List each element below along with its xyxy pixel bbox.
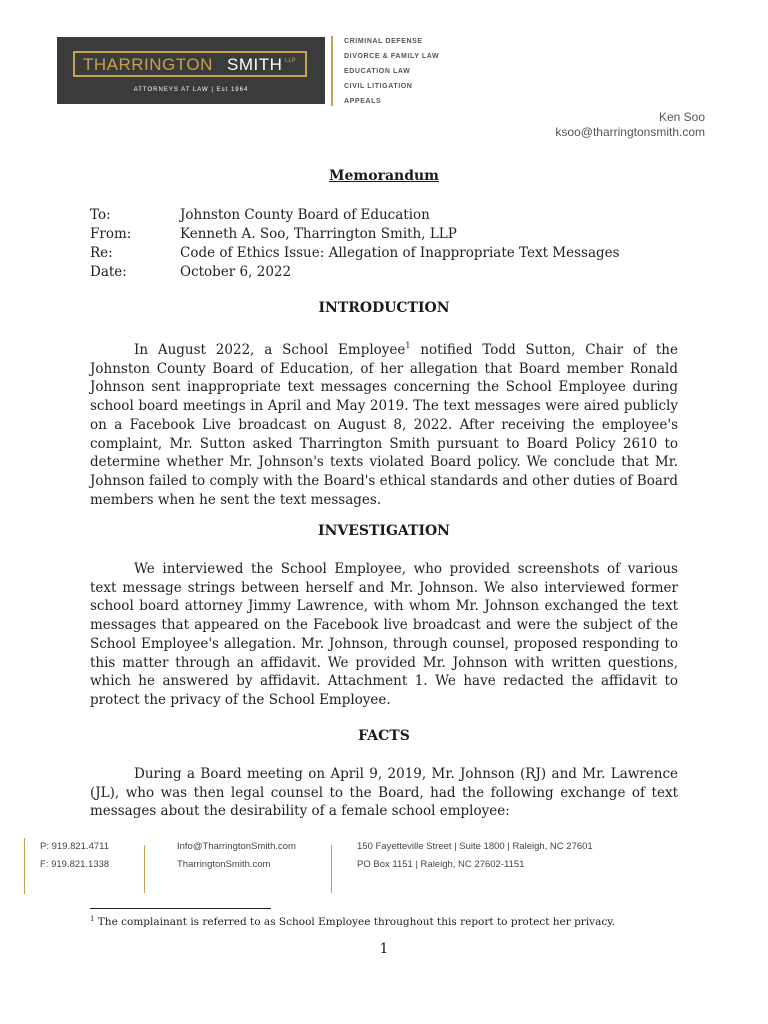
re-label: Re: — [90, 245, 113, 261]
practice-area: APPEALS — [344, 98, 382, 105]
page-number: 1 — [379, 941, 389, 957]
practice-area: DIVORCE & FAMILY LAW — [344, 53, 440, 60]
practice-area: CRIMINAL DEFENSE — [344, 38, 423, 45]
letterhead-divider — [331, 36, 333, 106]
practice-area: EDUCATION LAW — [344, 68, 411, 75]
footer-phone: P: 919.821.4711 — [40, 841, 110, 852]
logo-suffix: LLP — [285, 58, 296, 64]
footer-website[interactable]: TharringtonSmith.com — [177, 859, 271, 870]
footer-divider — [144, 845, 145, 893]
practice-area: CIVIL LITIGATION — [344, 83, 413, 90]
footnote-text: The complainant is referred to as School Employee throughout this report to protect her privacy. — [94, 916, 616, 928]
to-value: Johnston County Board of Education — [180, 207, 430, 223]
footer-email[interactable]: Info@TharringtonSmith.com — [177, 841, 296, 852]
from-value: Kenneth A. Soo, Tharrington Smith, LLP — [180, 226, 457, 242]
footnote-number: 1 — [90, 915, 95, 923]
logo-tagline: ATTORNEYS AT LAW | Est 1964 — [133, 87, 249, 93]
footer-divider — [331, 845, 332, 893]
intro-text-after-note: notified Todd Sutton, Chair of the Johnston County Board of Education, of her allegation that Board member Ronald Johnson sent inappropriate text messages concerning the School Employee during school board meetings in April and May 2019. The text messages were aired publicly on a Facebook Live broadcast on August 8, 2022. After receiving the employee's complaint, Mr. Sutton asked Tharrington Smith pursuant to Board Policy 2610 to determine whether Mr. Johnson's texts violated Board policy. We conclude that Mr. Johnson failed to comply with the Board's ethical standards and other duties of Board members when he sent the text messages. — [90, 342, 678, 508]
memo-title: Memorandum — [329, 168, 439, 184]
from-label: From: — [90, 226, 132, 242]
footer-po-box: PO Box 1151 | Raleigh, NC 27602-1151 — [357, 859, 525, 870]
date-value: October 6, 2022 — [180, 264, 292, 280]
footnote — [90, 915, 615, 928]
footer-address: 150 Fayetteville Street | Suite 1800 | Raleigh, NC 27601 — [357, 841, 593, 852]
introduction-heading: INTRODUCTION — [318, 300, 450, 316]
re-value: Code of Ethics Issue: Allegation of Inappropriate Text Messages — [180, 245, 620, 261]
investigation-heading: INVESTIGATION — [318, 523, 450, 539]
intro-text-before-note: In August 2022, a School Employee — [134, 342, 406, 358]
author-email[interactable]: ksoo@tharringtonsmith.com — [555, 125, 705, 139]
footer-divider — [24, 838, 25, 894]
logo-name-part1: THARRINGTON — [83, 55, 213, 74]
footnote-separator — [90, 908, 271, 909]
facts-paragraph: During a Board meeting on April 9, 2019, Mr. Johnson (RJ) and Mr. Lawrence (JL), who was then legal counsel to the Board, had the following exchange of text messages about the desirability of a female school employee: — [90, 766, 678, 820]
facts-heading: FACTS — [358, 728, 410, 744]
footer-fax: F: 919.821.1338 — [40, 859, 110, 870]
logo-name-part2: SMITH — [227, 55, 283, 74]
footnote-ref[interactable]: 1 — [405, 341, 411, 350]
to-label: To: — [90, 207, 111, 223]
date-label: Date: — [90, 264, 127, 280]
firm-logo — [57, 37, 325, 104]
author-name: Ken Soo — [658, 110, 705, 124]
investigation-paragraph: We interviewed the School Employee, who provided screenshots of various text message strings between herself and Mr. Johnson. We also interviewed former school board attorney Jimmy Lawrence, with whom Mr. Johnson exchanged the text messages that appeared on the Facebook live broadcast and were the subject of the School Employee's allegation. Mr. Johnson, through counsel, proposed responding to this matter through an affidavit. We provided Mr. Johnson with written questions, which he answered by affidavit. Attachment 1. We have redacted the affidavit to protect the privacy of the School Employee. — [90, 561, 678, 708]
introduction-paragraph — [90, 337, 678, 509]
logo-frame — [73, 51, 307, 77]
